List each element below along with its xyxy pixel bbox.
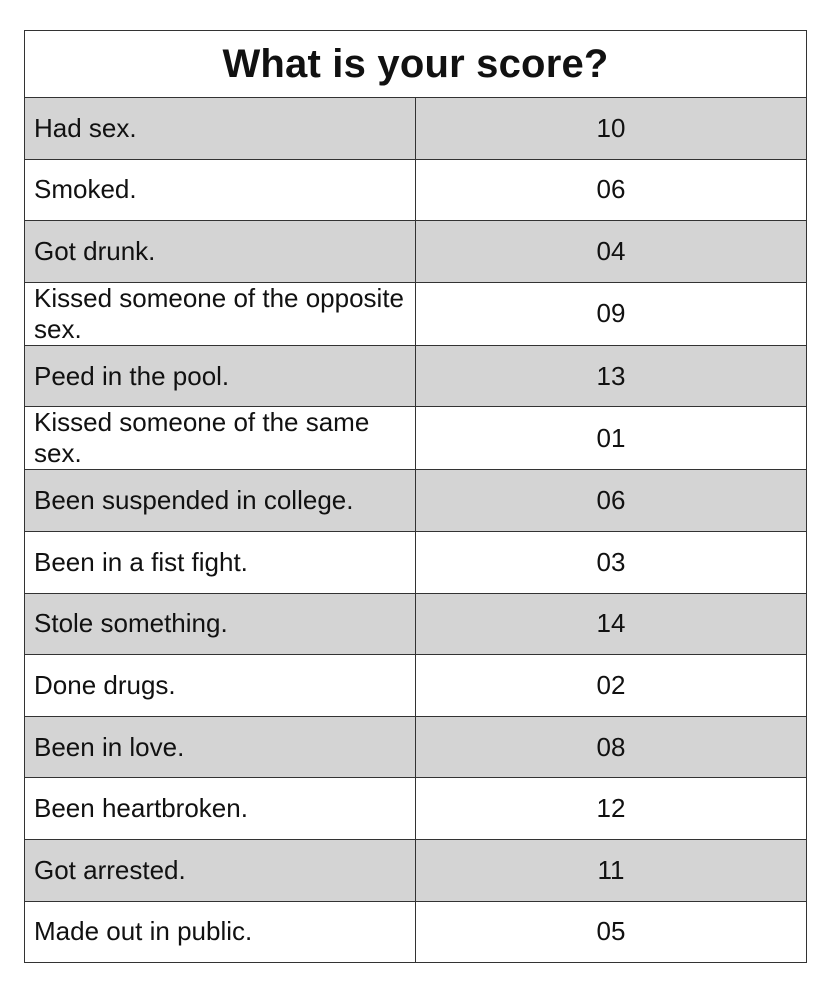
item-score: 08 [416,716,807,778]
item-label: Made out in public. [25,901,416,963]
item-label: Done drugs. [25,655,416,717]
score-table [24,30,807,963]
item-label: Kissed someone of the opposite sex. [25,282,416,345]
item-score: 12 [416,778,807,840]
table-row [25,901,807,963]
item-score: 13 [416,345,807,407]
item-score: 02 [416,655,807,717]
table-row [25,345,807,407]
table-row [25,282,807,345]
table-row [25,221,807,283]
item-label: Got drunk. [25,221,416,283]
score-list [25,98,807,963]
item-label: Got arrested. [25,839,416,901]
item-score: 06 [416,470,807,532]
table-row [25,716,807,778]
item-label: Had sex. [25,98,416,160]
table-row [25,593,807,655]
table-row [25,778,807,840]
item-score: 04 [416,221,807,283]
item-score: 14 [416,593,807,655]
table-row [25,531,807,593]
item-score: 06 [416,159,807,221]
table-row [25,98,807,160]
item-label: Stole something. [25,593,416,655]
item-score: 10 [416,98,807,160]
item-score: 09 [416,282,807,345]
item-label: Smoked. [25,159,416,221]
item-label: Kissed someone of the same sex. [25,407,416,470]
item-score: 05 [416,901,807,963]
table-row [25,159,807,221]
item-score: 01 [416,407,807,470]
item-label: Been in a fist fight. [25,531,416,593]
item-score: 11 [416,839,807,901]
title-row [25,31,807,98]
item-score: 03 [416,531,807,593]
table-row [25,655,807,717]
table-row [25,839,807,901]
table-row [25,407,807,470]
item-label: Been in love. [25,716,416,778]
page-title: What is your score? [25,31,807,98]
item-label: Been heartbroken. [25,778,416,840]
item-label: Peed in the pool. [25,345,416,407]
item-label: Been suspended in college. [25,470,416,532]
table-row [25,470,807,532]
